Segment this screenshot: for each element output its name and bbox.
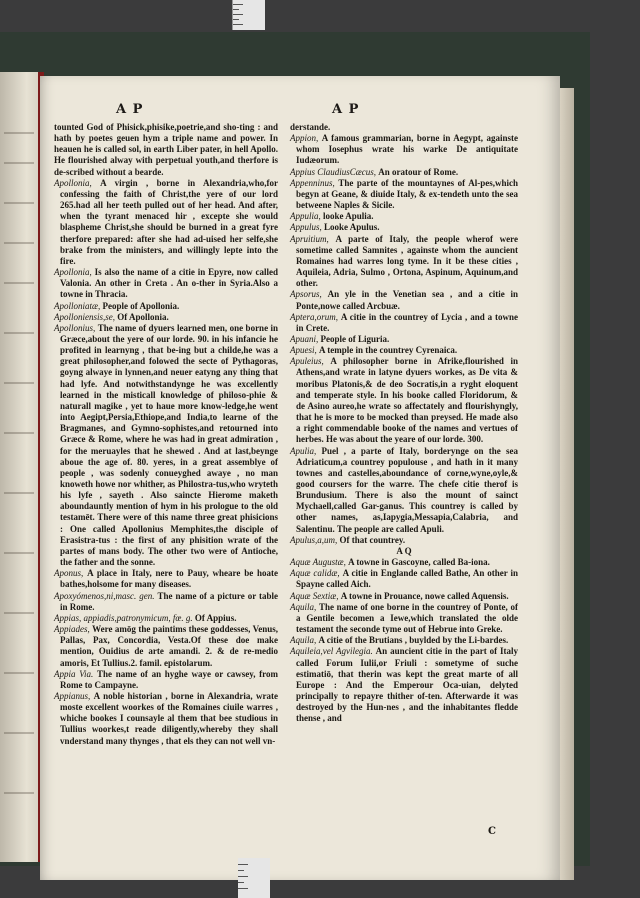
dictionary-entry	[54, 178, 278, 267]
entry-definition: A citie in Englande called Bathe, An other in Spayne called Aich.	[296, 568, 519, 590]
facing-page-edge	[0, 72, 38, 862]
running-header-right: A P	[332, 102, 360, 117]
entry-definition: A towne in Gascoyne, called Ba-iona.	[348, 557, 490, 568]
dictionary-entry	[290, 289, 518, 311]
entry-definition: A famous grammarian, borne in Aegypt, againste whom Iosephus wrate his warke De antiquitate Iudæorum.	[296, 133, 519, 166]
scale-ruler-bottom	[238, 858, 270, 898]
dictionary-entry	[290, 356, 518, 445]
entry-definition: A citie in the countrey of Lycia , and a towne in Crete.	[296, 311, 519, 333]
dictionary-entry	[290, 178, 518, 211]
dictionary-entry	[290, 334, 518, 345]
entry-definition: Looke Apulus.	[324, 222, 380, 233]
dictionary-entry	[290, 602, 518, 635]
entry-definition: Of Apollonia.	[117, 311, 169, 322]
dictionary-entry	[290, 646, 518, 724]
entry-definition: An oratour of Rome.	[378, 166, 459, 177]
scale-ruler-top	[232, 0, 265, 30]
entry-headword: Apollonia,	[54, 177, 92, 188]
entry-headword: Apsorus,	[290, 289, 322, 300]
dictionary-entry	[290, 546, 518, 557]
entry-definition: A towne in Prouance, nowe called Aquensis.	[340, 590, 509, 601]
entry-definition: A temple in the countrey Cyrenaica.	[319, 345, 458, 356]
entry-definition: Puel , a parte of Italy, borderynge on the sea Adriaticum,a countrey populouse , and hath in it many townes and castelles,aboundance of corne,wyne,oyle,& good coursers for the warre. The chefe citie therof is Brundusium. There is also the mount of sainct Mychaell,called Gar-ganus. This countrey is called by other names, as,Iapygia,Messapia,Calabria, and Salentinu. The people are called Apuli.	[296, 445, 519, 534]
entry-headword: Apoxyómenos,ni,masc. gen.	[54, 590, 155, 601]
entry-definition: looke Apulia.	[323, 211, 374, 222]
dictionary-entry	[290, 635, 518, 646]
entry-definition: The name of dyuers learned men, one borne in Græce,about the yere of our lorde. 90. in his infancie he profited in learnyng , that be-ing but a childe,he was a great philosopher,and folowed the secte of Pythagoras, goyng alwaye in lynnen,and neuer eatyng any thing that had lyfe. And notwithstandynge he was excellently learned in the misticall knowledge of philoso-phie & naturall magike , yet to haue more know-ledge,he went into Aegipt,Persia,Ethiope,and India,to learne of the Bragmanes, and Gymno-sophistes,and retourned into Græce & Rome, where he was had in great admiration , for the meruayles that he shewed . And at last,beynge aboue the age of. 80. yeres, in a great assemblye of people , was sodenly conueyghed awaye , no man knoweth howe nor whither, as Philostra-tus,who wryteth his lyfe , sayeth . Also saincte Hierome maketh aboundauntly mention of hym in his prologue to the old testamēt. There were of this name three great phisicions : One called Apollonius Memphites,the disciple of Erasistra-tus : the first of any phisition wrate of the partes of mans body. The other two were of Antioche, the father and the sonne.	[60, 322, 279, 568]
dictionary-entry	[54, 312, 278, 323]
signature-mark: C	[488, 826, 496, 837]
entry-definition: A place in Italy, nere to Pauy, wheare be hoate bathes,holsome for many diseases.	[60, 568, 278, 590]
dictionary-entry	[54, 624, 278, 669]
entry-definition: Of Appius.	[194, 612, 237, 623]
entry-definition: The name of a picture or table in Rome.	[60, 590, 279, 612]
entry-headword: Aquæ Sextiæ,	[290, 590, 339, 601]
entry-headword: Aquæ Augustæ,	[290, 557, 346, 568]
book	[0, 32, 590, 866]
entry-headword: Appianus,	[54, 690, 91, 701]
entry-headword: Apulia,	[290, 445, 317, 456]
entry-headword: Appulus,	[290, 222, 322, 233]
dictionary-entry	[54, 591, 278, 613]
page-stack-edge	[560, 88, 574, 880]
dictionary-entry	[290, 312, 518, 334]
dictionary-entry	[290, 591, 518, 602]
entry-definition: The parte of the mountaynes of Al-pes,which begyn at Geane, & diuide Italy, & ex-tendeth unto the sea betweene Naples & Sicile.	[296, 177, 518, 211]
entry-headword: Apuesi,	[290, 345, 317, 356]
entry-headword: Apolloniatæ,	[54, 300, 101, 311]
entry-headword: Apollonius,	[54, 322, 96, 333]
entry-definition: A Q	[396, 545, 412, 556]
dictionary-entry	[290, 345, 518, 356]
entry-definition: Of that countrey.	[339, 534, 406, 545]
dictionary-entry	[54, 301, 278, 312]
entry-headword: Apruitium,	[290, 233, 329, 244]
entry-definition: A philosopher borne in Afrike,flourished in Athens,and wrate in latyne dyuers workes, as De vita & moribus Platonis,& de deo Socratis,in a ryght eloquent and temperate style. In his booke called Floridorum, & de Asino aureo,he wrate so affectately and flourishyngly, that he is more to be mocked than preysed. He made also a right commendable booke of the names and vertues of herbes. He was about the yeare of our lorde. 300.	[296, 356, 518, 445]
right-column	[290, 122, 518, 724]
entry-headword: Appius ClaudiusCæcus,	[290, 166, 377, 177]
entry-headword: Aponus,	[54, 568, 84, 579]
entry-definition: A virgin , borne in Alexandria,who,for confessing the faith of Christ,the yere of our lord 265.had all her teeth pulled out of her head. And after, when the tyrant menaced hir , excepte she would blaspheme Christ,she should be burned in a great fyre therfore prepared: after she had ad-uised her selfe,she brake from the ministers, and willingly lepte into the fire.	[60, 177, 279, 266]
running-header-left: A P	[116, 102, 144, 117]
dictionary-entry	[290, 211, 518, 222]
entry-definition: tounted God of Phisick,phisike,poetrie,and sho-ting : and hath by poetes geuen hym a triple name and power. In heauen he is called sol, in earth Liber pater, in hell Apollo. He flourished alway with perpetual youth,and therfore is de-scribed without a bearde.	[54, 122, 278, 177]
left-column	[54, 122, 278, 747]
dictionary-entry	[290, 535, 518, 546]
dictionary-entry	[54, 613, 278, 624]
entry-definition: The name of an hyghe waye or cawsey, from Rome to Campayne.	[60, 668, 279, 690]
dictionary-entry	[290, 167, 518, 178]
entry-definition: derstande.	[290, 122, 331, 132]
entry-definition: An yle in the Venetian sea , and a citie in Ponte,nowe called Arcbuæ.	[296, 289, 519, 311]
dictionary-entry	[54, 122, 278, 178]
entry-headword: Appia Via.	[54, 668, 94, 679]
entry-headword: Apulus,a,um,	[290, 534, 338, 545]
entry-definition: The name of one borne in the countrey of Ponte, of a Gentile becomen a Iewe,which translated the olde testament the seconde tyme out of Hebrue into Greke.	[296, 601, 518, 635]
entry-headword: Aquæ calidæ,	[290, 568, 340, 579]
entry-definition: A citie of the Brutians , buylded by the Li-bardes.	[318, 635, 509, 646]
dictionary-entry	[290, 222, 518, 233]
entry-headword: Aptera,orum,	[290, 311, 338, 322]
entry-headword: Appion,	[290, 133, 319, 144]
entry-definition: People of Apollonia.	[102, 300, 180, 311]
dictionary-entry	[54, 267, 278, 300]
dictionary-page	[40, 76, 560, 880]
dictionary-entry	[290, 557, 518, 568]
entry-headword: Appias, appiadis,patronymicum, fœ. g.	[54, 612, 193, 623]
entry-headword: Apuani,	[290, 333, 319, 344]
dictionary-entry	[290, 446, 518, 535]
entry-definition: A noble historian , borne in Alexandria, wrate moste excellent woorkes of the Romaines ciuile warres , whiche bookes I counsayle al them that bee studious in Tullius woorkes,t reade diligently,whereby they shall vnderstand many thynges , that els they can not well vn-	[60, 690, 278, 746]
entry-headword: Aquila,	[290, 635, 317, 646]
entry-headword: Aquileia,vel Agvilegia.	[290, 646, 373, 657]
dictionary-entry	[54, 669, 278, 691]
dictionary-entry	[54, 691, 278, 747]
dictionary-entry	[54, 323, 278, 568]
dictionary-entry	[54, 568, 278, 590]
entry-headword: Apolloniensis,se,	[54, 311, 115, 322]
dictionary-entry	[290, 568, 518, 590]
entry-definition: Were amōg the paintims these goddesses, Venus, Pallas, Pax, Concordia, Vesta.Of these doe make mention, Ouidius de arte amandi. 2. & de re-medio amoris, Et Tullius.2. famil. epistolarum.	[60, 624, 278, 668]
entry-definition: People of Liguria.	[320, 333, 390, 344]
dictionary-entry	[290, 122, 518, 133]
entry-headword: Apollonia,	[54, 267, 92, 278]
entry-definition: Is also the name of a citie in Epyre, now called Valonia. An other in Creta . An o-ther in Syria.Also a towne in Thracia.	[60, 267, 279, 300]
entry-headword: Apuleius,	[290, 356, 324, 367]
entry-headword: Appiades,	[54, 624, 90, 635]
entry-definition: An auncient citie in the part of Italy called Forum Iulii,or Friuli : sometyme of suche estimatiō, that therin was kept the great marte of all Europe : And the Emperour Oca-uian, delyted principally to repayre thither of-ten. Afterwarde it was destroyed by the Hun-nes , and the inhabitantes fledde thense , and	[296, 646, 519, 724]
entry-headword: Appenninus,	[290, 177, 335, 188]
entry-definition: A parte of Italy, the people wherof were sometime called Samnites , againste whom the auncient Romaines had warres long tyme. In it be these cities , Aquileia, Adria, Sulmo , Ortona, Aspinum, Aquinum,and other.	[296, 233, 518, 289]
dictionary-entry	[290, 133, 518, 166]
entry-headword: Appulia,	[290, 211, 321, 222]
dictionary-entry	[290, 234, 518, 290]
entry-headword: Aquila,	[290, 601, 317, 612]
